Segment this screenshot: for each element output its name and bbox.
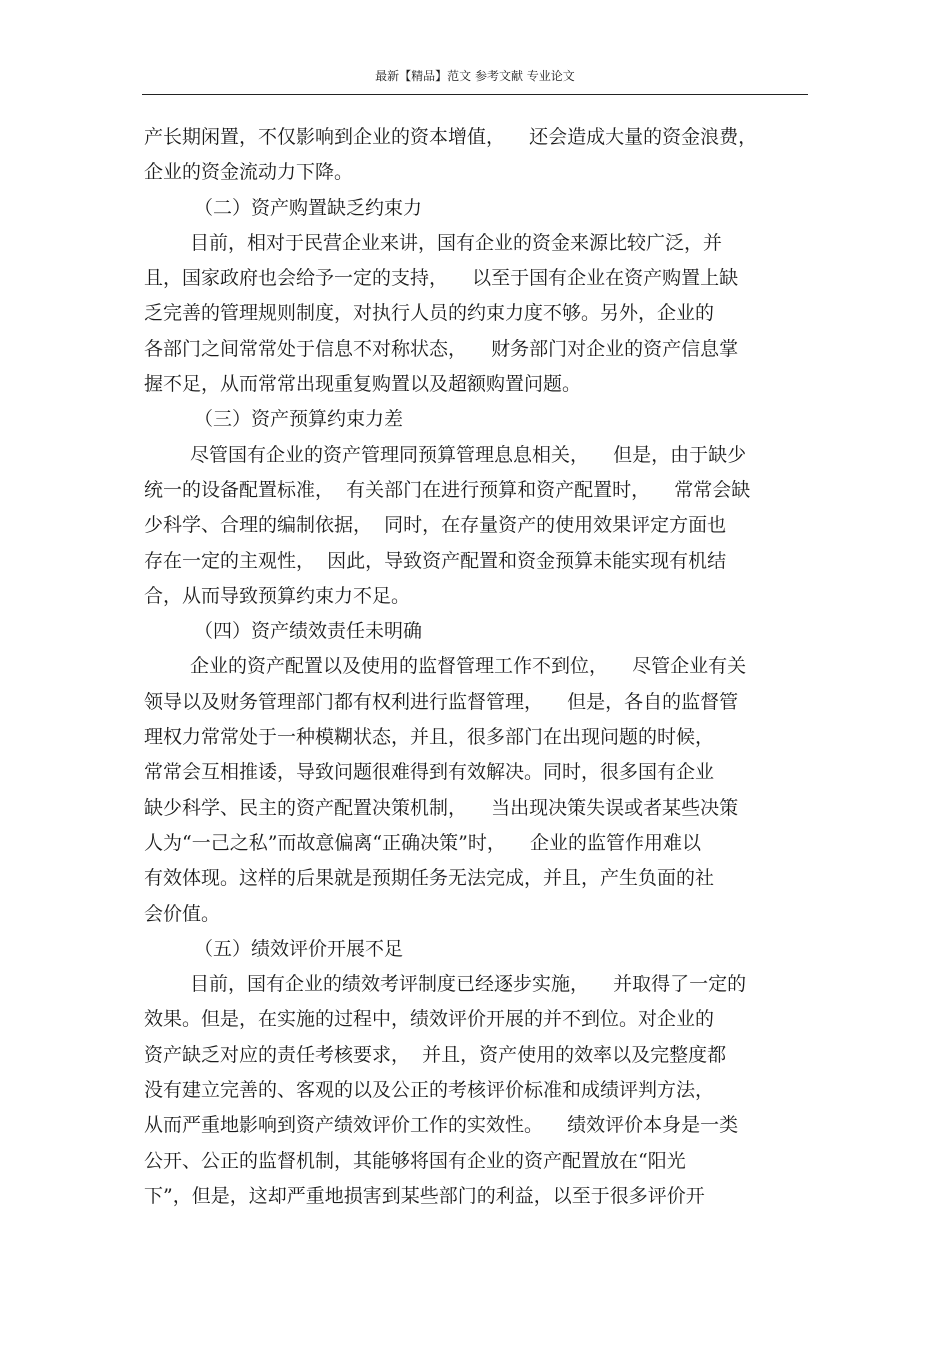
text-line: 产长期闲置，不仅影响到企业的资本增值， 还会造成大量的资金浪费， xyxy=(144,126,758,148)
text-line: 从而严重地影响到资产绩效评价工作的实效性。 绩效评价本身是一类 xyxy=(144,1114,739,1137)
text-line: 人为“一己之私”而故意偏离“正确决策”时， 企业的监管作用难以 xyxy=(144,831,702,854)
text-line: 有效体现。这样的后果就是预期任务无法完成，并且，产生负面的社 xyxy=(144,867,715,890)
text-line: 公开、公正的监督机制，其能够将国有企业的资产配置放在“阳光 xyxy=(144,1149,686,1172)
text-line: 领导以及财务管理部门都有权利进行监督管理， 但是，各自的监督管 xyxy=(144,690,739,713)
text-line: 没有建立完善的、客观的以及公正的考核评价标准和成绩评判方法， xyxy=(144,1079,715,1102)
page-header: 最新【精品】范文 参考文献 专业论文 xyxy=(142,58,808,95)
text-line: 会价值。 xyxy=(144,902,221,925)
text-line: 效果。但是，在实施的过程中，绩效评价开展的并不到位。对企业的 xyxy=(144,1008,715,1031)
text-line: 少科学、合理的编制依据， 同时，在存量资产的使用效果评定方面也 xyxy=(144,514,727,537)
text-line: 企业的资产配置以及使用的监督管理工作不到位， 尽管企业有关 xyxy=(190,655,747,678)
text-line: 理权力常常处于一种模糊状态，并且，很多部门在出现问题的时候， xyxy=(144,726,715,749)
text-line: 合，从而导致预算约束力不足。 xyxy=(144,584,411,607)
text-line: 目前，相对于民营企业来讲，国有企业的资金来源比较广泛，并 xyxy=(190,231,723,254)
section-heading: （二）资产购置缺乏约束力 xyxy=(194,196,423,219)
text-line: 企业的资金流动力下降。 xyxy=(144,161,354,184)
section-heading: （五）绩效评价开展不足 xyxy=(194,937,404,960)
text-line: 各部门之间常常处于信息不对称状态， 财务部门对企业的资产信息掌 xyxy=(144,337,739,360)
text-line: 存在一定的主观性， 因此，导致资产配置和资金预算未能实现有机结 xyxy=(144,549,727,572)
section-heading: （三）资产预算约束力差 xyxy=(194,408,404,431)
text-line: 缺少科学、民主的资产配置决策机制， 当出现决策失误或者某些决策 xyxy=(144,796,739,819)
text-line: 常常会互相推诿，导致问题很难得到有效解决。同时，很多国有企业 xyxy=(144,761,715,784)
document-body xyxy=(144,120,808,1214)
text-line: 尽管国有企业的资产管理同预算管理息息相关， 但是，由于缺少 xyxy=(190,443,747,466)
text-line: 资产缺乏对应的责任考核要求， 并且，资产使用的效率以及完整度都 xyxy=(144,1043,727,1066)
text-line: 乏完善的管理规则制度，对执行人员的约束力度不够。另外，企业的 xyxy=(144,302,715,325)
text-line: 且，国家政府也会给予一定的支持， 以至于国有企业在资产购置上缺 xyxy=(144,267,739,290)
section-heading: （四）资产绩效责任未明确 xyxy=(194,620,423,643)
text-line: 握不足，从而常常出现重复购置以及超额购置问题。 xyxy=(144,373,582,396)
text-line: 下”，但是，这却严重地损害到某些部门的利益，以至于很多评价开 xyxy=(144,1184,705,1207)
text-line: 目前，国有企业的绩效考评制度已经逐步实施， 并取得了一定的 xyxy=(190,973,747,996)
text-line: 统一的设备配置标准， 有关部门在进行预算和资产配置时， 常常会缺 xyxy=(144,478,751,501)
